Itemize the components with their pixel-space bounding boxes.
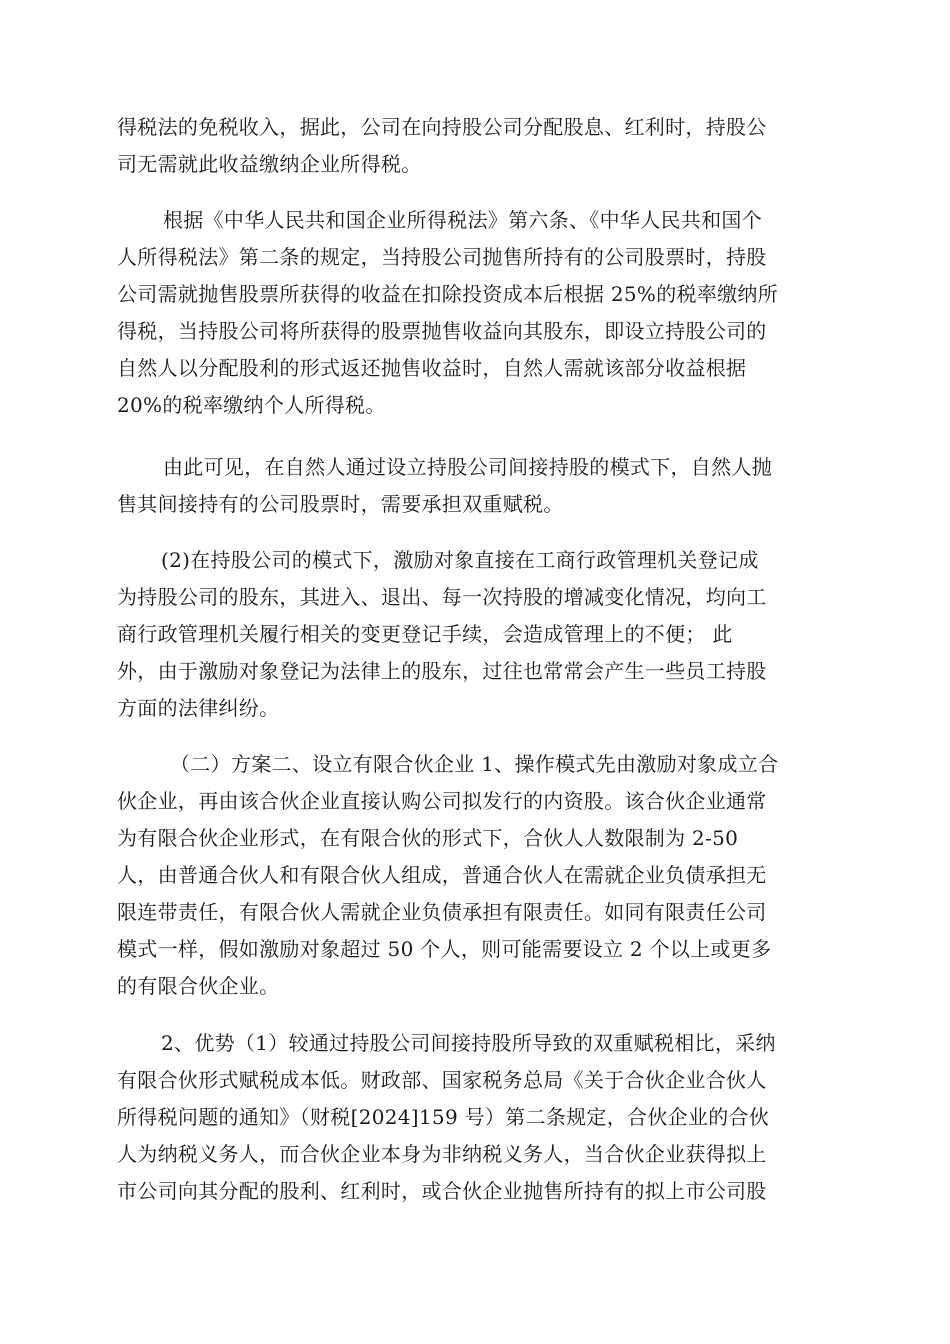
- text-line: 公司需就抛售股票所获得的收益在扣除投资成本后根据 25%的税率缴纳所: [117, 282, 779, 306]
- text-line: 伙企业，再由该合伙企业直接认购公司拟发行的内资股。该合伙企业通常: [117, 789, 767, 813]
- text-line: 20%的税率缴纳个人所得税。: [117, 393, 386, 417]
- text-line: 由此可见，在自然人通过设立持股公司间接持股的模式下，自然人抛: [163, 455, 772, 479]
- text-line: 的有限合伙企业。: [117, 974, 280, 998]
- text-line: 人所得税法》第二条的规定，当持股公司抛售所持有的公司股票时，持股: [117, 245, 767, 269]
- text-line: 为持股公司的股东，其进入、退出、每一次持股的增减变化情况，均向工: [117, 585, 767, 609]
- text-line: 限连带责任，有限合伙人需就企业负债承担有限责任。如同有限责任公司: [117, 900, 767, 924]
- text-line: 司无需就此收益缴纳企业所得税。: [117, 152, 422, 176]
- text-line: 商行政管理机关履行相关的变更登记手续，会造成管理上的不便； 此: [117, 622, 733, 646]
- text-line: 为有限合伙企业形式，在有限合伙的形式下，合伙人人数限制为 2-50: [117, 826, 739, 850]
- text-line: 自然人以分配股利的形式返还抛售收益时，自然人需就该部分收益根据: [117, 356, 747, 380]
- text-line: 有限合伙形式赋税成本低。财政部、国家税务总局《关于合伙企业合伙人: [117, 1068, 767, 1092]
- text-line: 方面的法律纠纷。: [117, 696, 280, 720]
- text-line: 人，由普通合伙人和有限合伙人组成，普通合伙人在需就企业负债承担无: [117, 863, 767, 887]
- text-line: 售其间接持有的公司股票时，需要承担双重赋税。: [117, 492, 564, 516]
- text-line: 模式一样，假如激励对象超过 50 个人，则可能需要设立 2 个以上或更多: [117, 937, 772, 961]
- text-line: 得税法的免税收入，据此，公司在向持股公司分配股息、红利时，持股公: [117, 115, 767, 139]
- text-line: 2、优势（1）较通过持股公司间接持股所导致的双重赋税相比，采纳: [161, 1031, 776, 1055]
- text-line: 市公司向其分配的股利、红利时，或合伙企业抛售所持有的拟上市公司股: [117, 1179, 767, 1203]
- text-line: 根据《中华人民共和国企业所得税法》第六条、《中华人民共和国个: [163, 208, 762, 232]
- text-line: 所得税问题的通知》（财税[2024]159 号）第二条规定，合伙企业的合伙: [117, 1105, 770, 1129]
- text-line: （二）方案二、设立有限合伙企业 1、操作模式先由激励对象成立合: [170, 752, 779, 776]
- text-line: 外，由于激励对象登记为法律上的股东，过往也常常会产生一些员工持股: [117, 659, 767, 683]
- text-line: 得税，当持股公司将所获得的股票抛售收益向其股东，即设立持股公司的: [117, 319, 767, 343]
- text-line: (2)在持股公司的模式下，激励对象直接在工商行政管理机关登记成: [161, 548, 759, 572]
- text-line: 人为纳税义务人，而合伙企业本身为非纳税义务人，当合伙企业获得拟上: [117, 1142, 767, 1166]
